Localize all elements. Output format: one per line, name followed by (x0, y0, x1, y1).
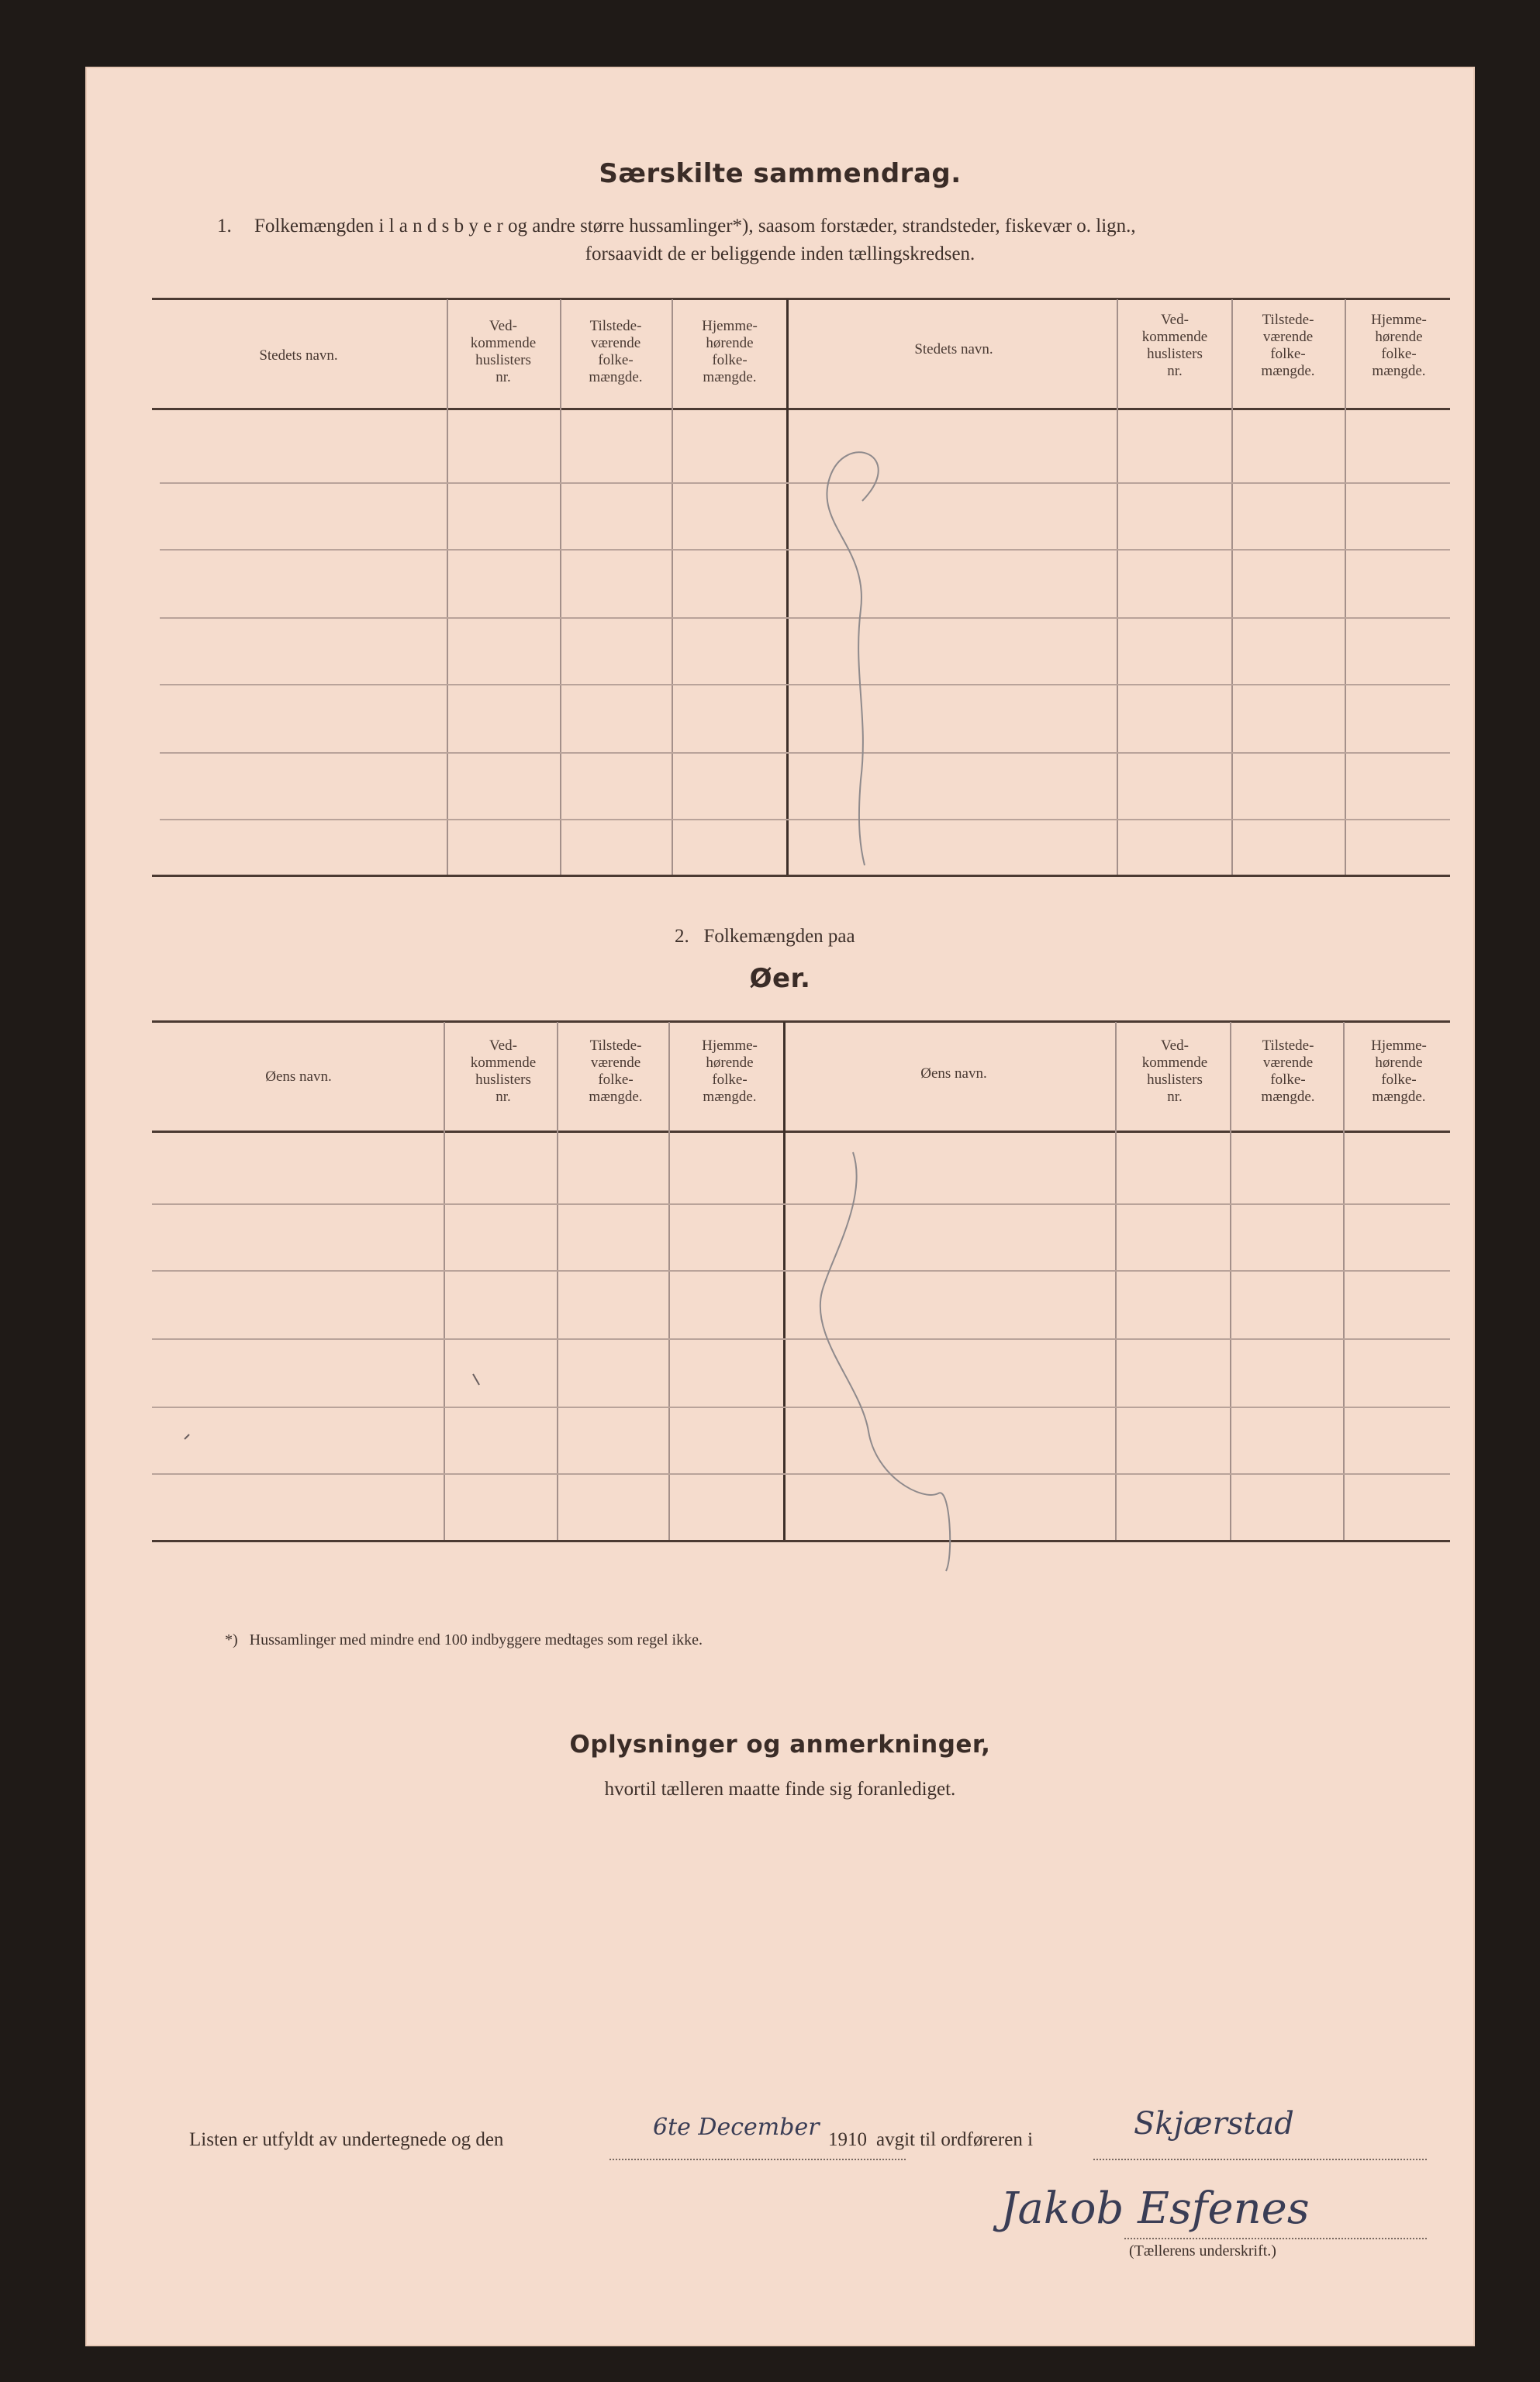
col-header-stedets-navn-2: Stedets navn. (914, 341, 993, 357)
col-header-hjemmehorende-oer: Hjemme- hørende folke- mængde. (702, 1037, 758, 1105)
footnote: *) Hussamlinger med mindre end 100 indbyggere medtages som regel ikke. (225, 1631, 703, 1648)
col-header-hjemmehorende-2: Hjemme- hørende folke- mængde. (1371, 312, 1427, 379)
signature-dotted-line (1124, 2238, 1427, 2239)
col-header-tilstedevaerende: Tilstede- værende folke- mængde. (589, 318, 643, 385)
col-header-tilstedevaerende-oer: Tilstede- værende folke- mængde. (589, 1037, 643, 1105)
section1-description-cont: forsaavidt de er beliggende inden tællingskredsen. (585, 243, 975, 264)
page-heading: Særskilte sammendrag. (599, 158, 962, 189)
section2-title: Øer. (749, 963, 811, 994)
signature-caption: (Tællerens underskrift.) (1129, 2242, 1276, 2259)
closing-text-before: Listen er utfyldt av undertegnede og den (189, 2129, 504, 2150)
col-header-huslisters-nr-2: Ved- kommende huslisters nr. (1141, 312, 1208, 379)
col-header-tilstedevaerende-2: Tilstede- værende folke- mængde. (1261, 312, 1315, 379)
col-header-hjemmehorende: Hjemme- hørende folke- mængde. (702, 318, 758, 385)
col-header-huslisters-nr-oer-2: Ved- kommende huslisters nr. (1141, 1037, 1208, 1105)
notes-subtitle: hvortil tælleren maatte finde sig foranlediget. (604, 1779, 956, 1800)
place-dotted-line (1093, 2159, 1427, 2160)
year-label: 1910 (828, 2129, 867, 2150)
col-header-hjemmehorende-oer-2: Hjemme- hørende folke- mængde. (1371, 1037, 1427, 1105)
col-header-tilstedevaerende-oer-2: Tilstede- værende folke- mængde. (1261, 1037, 1315, 1105)
census-form-page (85, 67, 1475, 2346)
section1-description: Folkemængden i l a n d s b y e r og andre større hussamlinger*), saasom forstæder, strandsteder, fiskevær o. lign., (254, 216, 1136, 236)
pencil-marks (85, 67, 1475, 2346)
section2-heading: 2. Folkemængden paa (675, 926, 855, 947)
section1-number: 1. (217, 216, 232, 236)
place-handwritten: Skjærstad (1134, 2106, 1294, 2142)
col-header-oens-navn: Øens navn. (265, 1068, 332, 1085)
enumerator-signature: Jakob Esfenes (1000, 2184, 1310, 2234)
col-header-oens-navn-2: Øens navn. (920, 1065, 987, 1082)
col-header-huslisters-nr: Ved- kommende huslisters nr. (470, 318, 537, 385)
date-handwritten: 6te December (653, 2114, 820, 2141)
col-header-stedets-navn: Stedets navn. (259, 347, 338, 364)
col-header-huslisters-nr-oer: Ved- kommende huslisters nr. (470, 1037, 537, 1105)
closing-text-after: avgit til ordføreren i (876, 2129, 1034, 2150)
date-dotted-line (609, 2159, 906, 2160)
notes-title: Oplysninger og anmerkninger, (569, 1731, 991, 1759)
